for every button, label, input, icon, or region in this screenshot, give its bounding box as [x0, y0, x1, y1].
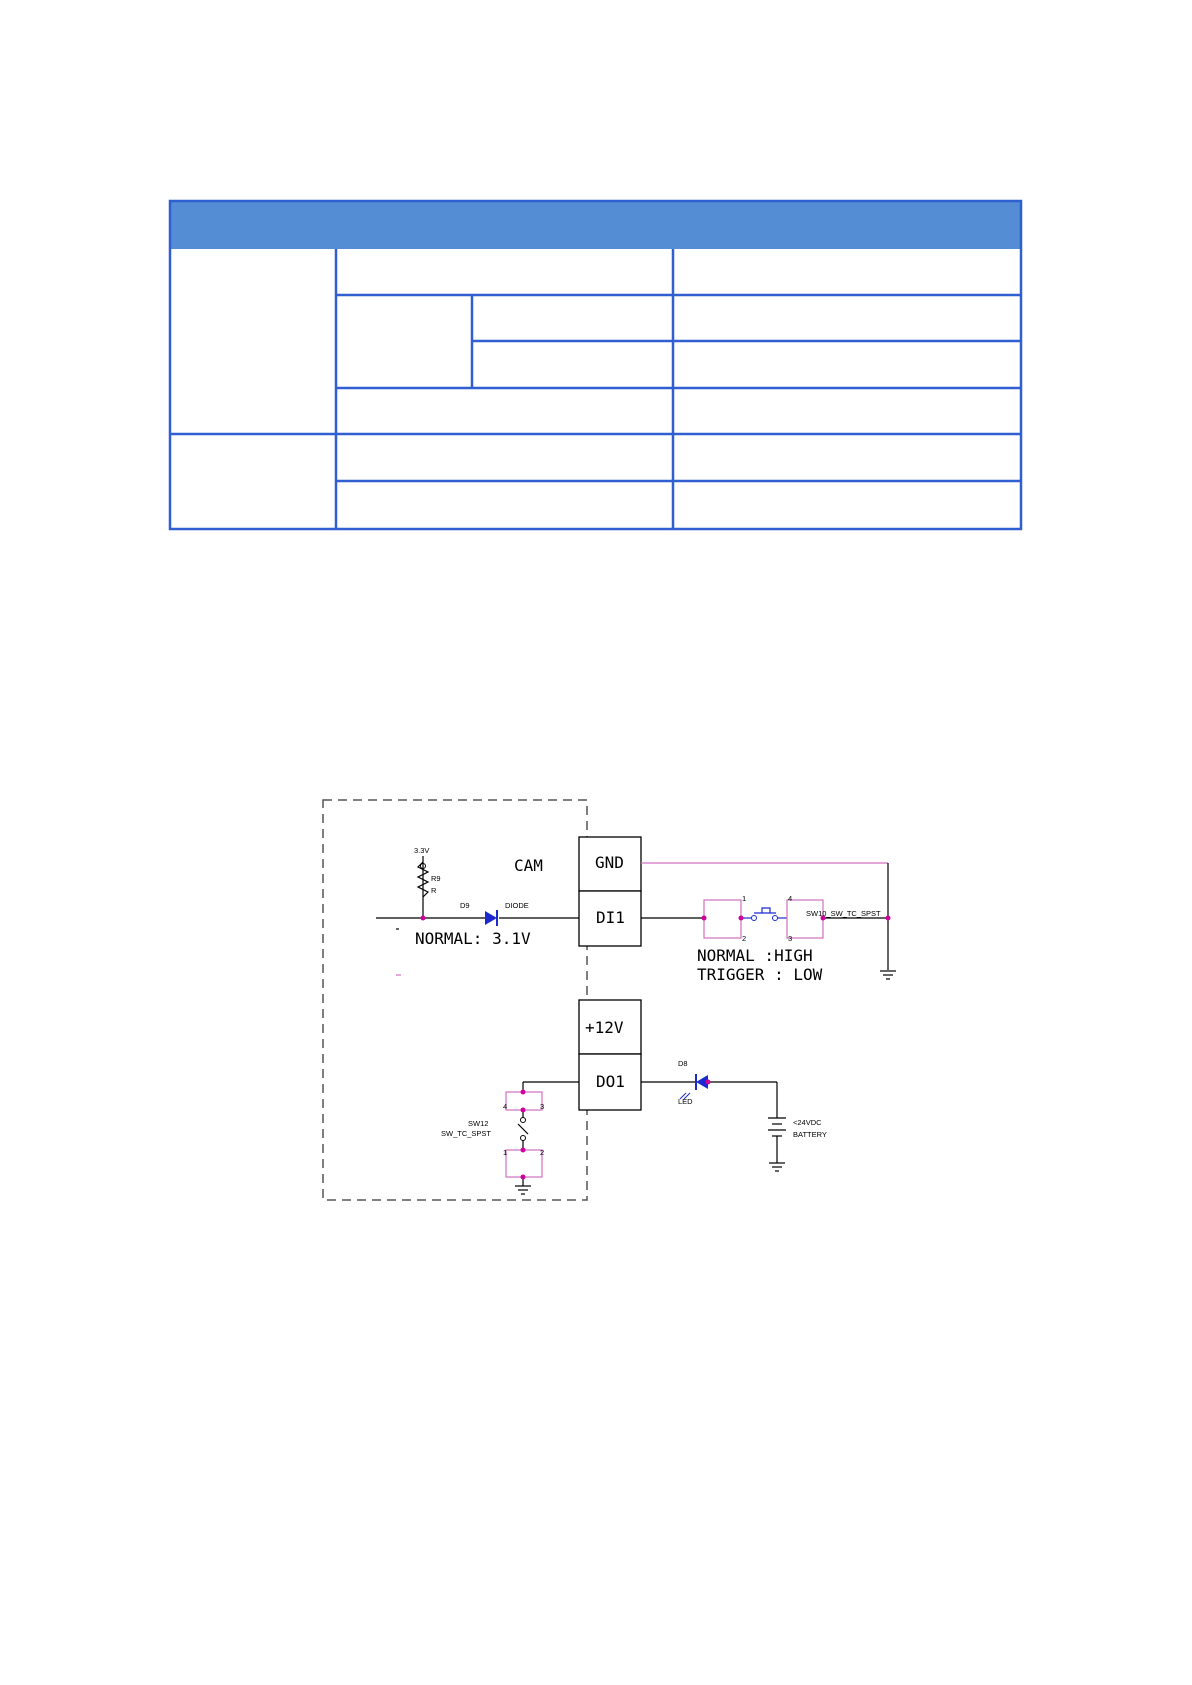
- sw10-contact: [752, 916, 757, 921]
- input-switch-sw10: [641, 900, 888, 938]
- supply-label: 3.3V: [414, 846, 430, 855]
- terminal-do1-label: DO1: [596, 1072, 625, 1091]
- junction-node: [421, 916, 426, 921]
- junction-node: [702, 916, 707, 921]
- terminal-block: [579, 837, 641, 1110]
- junction-node: [706, 1080, 711, 1085]
- input-normal-note: NORMAL :HIGH: [697, 946, 813, 965]
- sw12-pin: 3: [540, 1102, 545, 1111]
- diode-d9-icon: [485, 911, 497, 925]
- sw12-contact: [521, 1136, 526, 1141]
- terminal-di1-label: DI1: [596, 908, 625, 927]
- sw12-pin: 1: [503, 1148, 508, 1157]
- resistor-value: R: [431, 886, 437, 895]
- input-trigger-note: TRIGGER : LOW: [697, 965, 823, 984]
- sw12-pin: 4: [503, 1102, 508, 1111]
- ground-symbol-icon: [880, 971, 896, 979]
- battery-voltage: <24VDC: [793, 1118, 822, 1127]
- junction-node: [739, 916, 744, 921]
- sw10-contact: [773, 916, 778, 921]
- sw10-pin: 2: [742, 934, 747, 943]
- junction-node: [886, 916, 891, 921]
- junction-node: [521, 1108, 526, 1113]
- sw12-value: SW_TC_SPST: [441, 1129, 492, 1138]
- camera-boundary: [323, 800, 587, 1200]
- sw12-ref: SW12: [468, 1119, 489, 1128]
- sw10-label: SW10_SW_TC_SPST: [806, 909, 881, 918]
- diode-ref: D9: [460, 901, 470, 910]
- terminal-gnd-label: GND: [595, 853, 624, 872]
- module-label: CAM: [514, 856, 543, 875]
- resistor-ref: R9: [431, 874, 441, 883]
- normal-voltage-note: NORMAL: 3.1V: [415, 929, 531, 948]
- battery-label: BATTERY: [793, 1130, 827, 1139]
- sw10-pin: 3: [788, 934, 793, 943]
- sw12-contact: [521, 1118, 526, 1123]
- output-switch-sw12: [506, 1082, 579, 1194]
- sw10-pin: 1: [742, 894, 747, 903]
- led-value: LED: [678, 1097, 693, 1106]
- junction-node: [521, 1090, 526, 1095]
- sw12-pin: 2: [540, 1148, 545, 1157]
- junction-node: [521, 1148, 526, 1153]
- terminal-12v-label: +12V: [585, 1018, 624, 1037]
- led-ref: D8: [678, 1059, 688, 1068]
- junction-node: [521, 1175, 526, 1180]
- sw10-pin: 4: [788, 894, 793, 903]
- di-input-circuit: [376, 856, 579, 918]
- output-external-circuit: [641, 1082, 786, 1171]
- diode-value: DIODE: [505, 901, 529, 910]
